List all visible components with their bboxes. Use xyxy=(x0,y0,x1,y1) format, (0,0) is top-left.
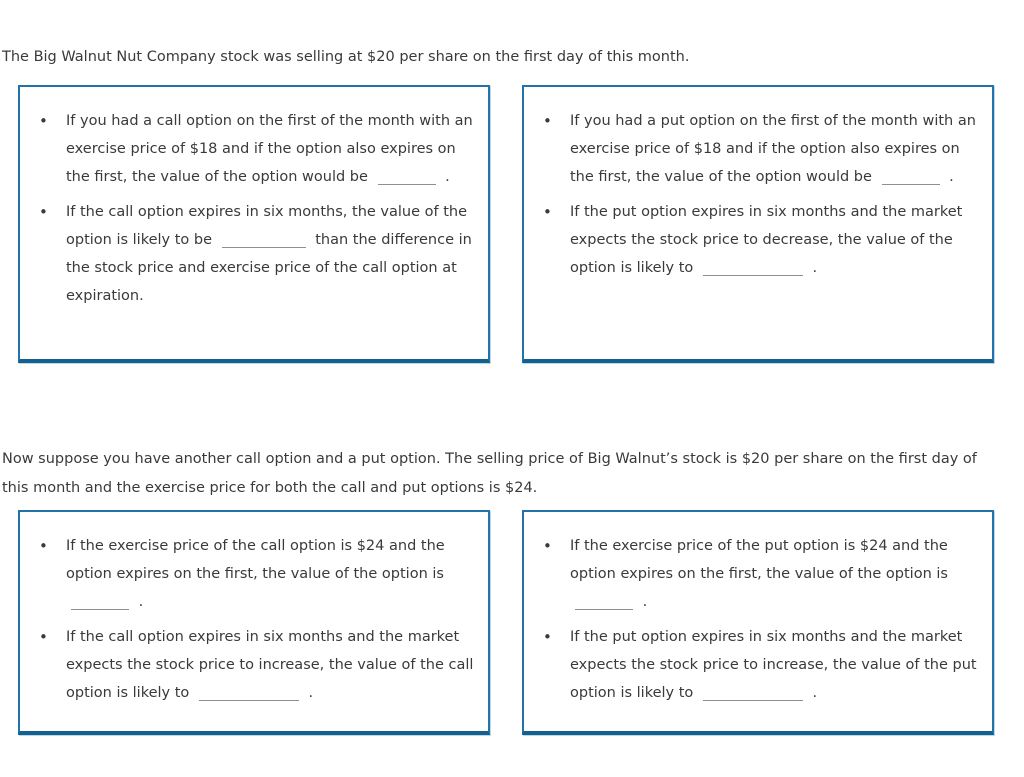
answer-blank[interactable] xyxy=(378,166,436,185)
bullet-icon: • xyxy=(543,537,552,555)
question-text-post: . xyxy=(308,685,314,701)
question-text-pre: If you had a put option on the first of the month with an exercise price of $18 and if the option also expires on the first, the value of the option would be xyxy=(570,113,976,185)
question-item xyxy=(540,107,980,191)
question-item xyxy=(36,198,476,310)
question-text-post: . xyxy=(812,260,818,276)
bullet-icon: • xyxy=(543,203,552,221)
bullet-icon: • xyxy=(543,628,552,646)
question-text-pre: If the call option expires in six months, the value of the option is likely to be xyxy=(66,204,468,248)
answer-blank[interactable] xyxy=(703,682,803,701)
question-text-post: . xyxy=(138,594,144,610)
question-item xyxy=(36,107,476,191)
bullet-icon: • xyxy=(39,112,48,130)
answer-blank[interactable] xyxy=(199,682,299,701)
question-item xyxy=(540,532,980,616)
question-item xyxy=(540,198,980,282)
bullet-icon: • xyxy=(39,537,48,555)
question-text-pre: If the exercise price of the put option is $24 and the option expires on the first, the value of the option is xyxy=(570,538,948,582)
question-text-post: than the difference in the stock price and exercise price of the call option at expiration. xyxy=(66,232,472,304)
question-text-pre: If the call option expires in six months and the market expects the stock price to increase, the value of the call option is likely to xyxy=(66,629,474,701)
answer-blank[interactable] xyxy=(882,166,940,185)
question-box-call-18 xyxy=(18,85,490,363)
bullet-icon: • xyxy=(39,628,48,646)
question-box-put-18 xyxy=(522,85,994,363)
bullet-icon: • xyxy=(39,203,48,221)
question-item xyxy=(36,532,476,616)
question-text-pre: If the put option expires in six months and the market expects the stock price to increase, the value of the put option is likely to xyxy=(570,629,977,701)
question-list xyxy=(540,107,980,282)
question-text-pre: If the exercise price of the call option is $24 and the option expires on the first, the value of the option is xyxy=(66,538,445,582)
question-text-pre: If you had a call option on the first of the month with an exercise price of $18 and if the option also expires on the first, the value of the option would be xyxy=(66,113,473,185)
intro-paragraph: The Big Walnut Nut Company stock was selling at $20 per share on the first day of this month. xyxy=(2,48,690,65)
answer-blank[interactable] xyxy=(575,591,633,610)
middle-paragraph: Now suppose you have another call option and a put option. The selling price of Big Walnut’s stock is $20 per share on the first day of this month and the exercise price for both the call and put options is $24. xyxy=(2,450,977,496)
answer-blank[interactable] xyxy=(71,591,129,610)
question-text-post: . xyxy=(949,169,954,185)
question-text-pre: If the put option expires in six months and the market expects the stock price to decrease, the value of the option is likely to xyxy=(570,204,963,276)
question-item xyxy=(540,623,980,707)
question-list xyxy=(36,532,476,707)
question-list xyxy=(36,107,476,310)
bullet-icon: • xyxy=(543,112,552,130)
answer-blank[interactable] xyxy=(222,229,306,248)
question-box-call-24 xyxy=(18,510,490,735)
answer-blank[interactable] xyxy=(703,257,803,276)
question-item xyxy=(36,623,476,707)
question-text-post: . xyxy=(445,169,450,185)
question-text-post: . xyxy=(642,594,648,610)
question-text-post: . xyxy=(812,685,818,701)
question-box-put-24 xyxy=(522,510,994,735)
question-list xyxy=(540,532,980,707)
